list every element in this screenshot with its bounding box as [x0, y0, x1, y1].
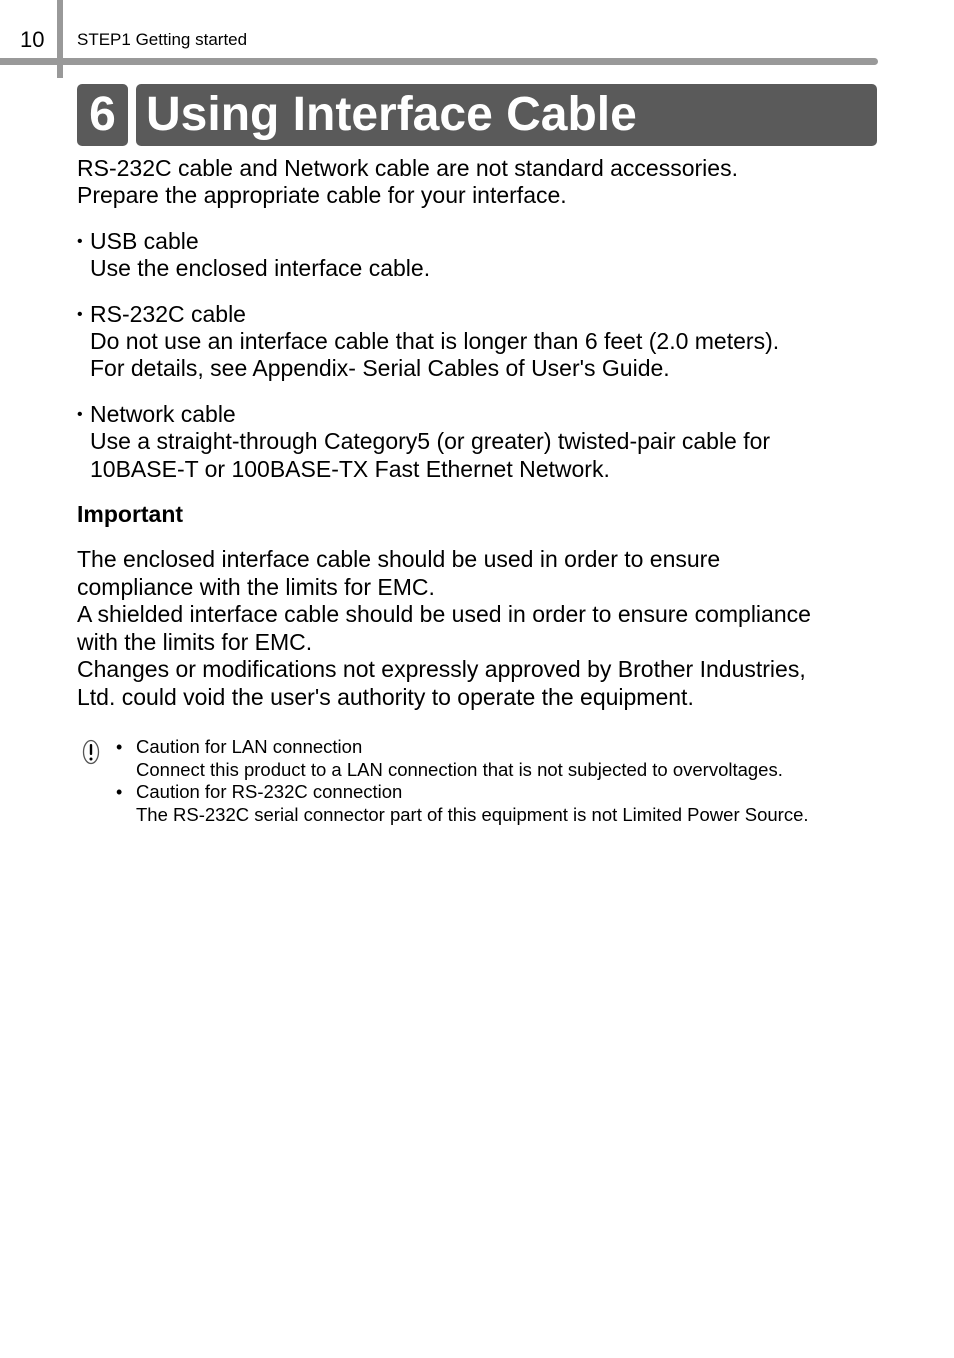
important-line: A shielded interface cable should be used in order to ensure compliance — [77, 601, 811, 628]
bullet-line: Use the enclosed interface cable. — [90, 255, 431, 282]
section-header: STEP1 Getting started — [77, 30, 248, 49]
bullet-line: For details, see Appendix- Serial Cables of User's Guide. — [90, 355, 670, 382]
caution-notes — [82, 736, 902, 826]
intro-line: Prepare the appropriate cable for your interface. — [77, 182, 567, 209]
important-line: Changes or modifications not expressly approved by Brother Industries, — [77, 656, 806, 683]
note-bullet-dot: • — [116, 782, 123, 802]
intro-line: RS-232C cable and Network cable are not standard accessories. — [77, 155, 738, 181]
bullet-network-cable — [77, 401, 887, 483]
main-content — [77, 155, 887, 711]
bullet-line: 10BASE-T or 100BASE-TX Fast Ethernet Network. — [90, 455, 610, 482]
bullet-title: USB cable — [90, 227, 199, 254]
bullet-dot: • — [77, 405, 83, 423]
bullet-dot: • — [77, 232, 83, 250]
note-text: Connect this product to a LAN connection that is not subjected to overvoltages. — [136, 758, 783, 780]
bullet-line: Do not use an interface cable that is longer than 6 feet (2.0 meters). — [90, 328, 780, 355]
bullet-rs232c-cable — [77, 301, 887, 383]
header-horizontal-bar — [0, 58, 878, 65]
bullet-usb-cable — [77, 228, 887, 283]
note-title: Caution for RS-232C connection — [136, 781, 403, 802]
important-line: The enclosed interface cable should be used in order to ensure — [77, 546, 721, 573]
page-title: Using Interface Cable — [136, 84, 877, 146]
note-item-rs232c — [82, 781, 902, 826]
important-line: compliance with the limits for EMC. — [77, 573, 435, 600]
header-vertical-bar — [57, 0, 63, 78]
note-bullet-dot: • — [116, 737, 123, 757]
important-line: Ltd. could void the user's authority to operate the equipment. — [77, 683, 694, 710]
note-item-lan — [82, 736, 902, 781]
page-number: 10 — [20, 27, 45, 52]
bullet-title: Network cable — [90, 400, 236, 427]
bullet-dot: • — [77, 305, 83, 323]
note-text: The RS-232C serial connector part of this equipment is not Limited Power Source. — [136, 803, 809, 825]
important-heading: Important — [77, 501, 184, 528]
title-number-box: 6 — [77, 84, 128, 146]
bullet-line: Use a straight-through Category5 (or greater) twisted-pair cable for — [90, 428, 771, 455]
bullet-title: RS-232C cable — [90, 300, 246, 327]
intro-paragraph — [77, 155, 887, 210]
important-line: with the limits for EMC. — [77, 628, 313, 655]
important-paragraph — [77, 546, 887, 710]
note-title: Caution for LAN connection — [136, 736, 363, 757]
